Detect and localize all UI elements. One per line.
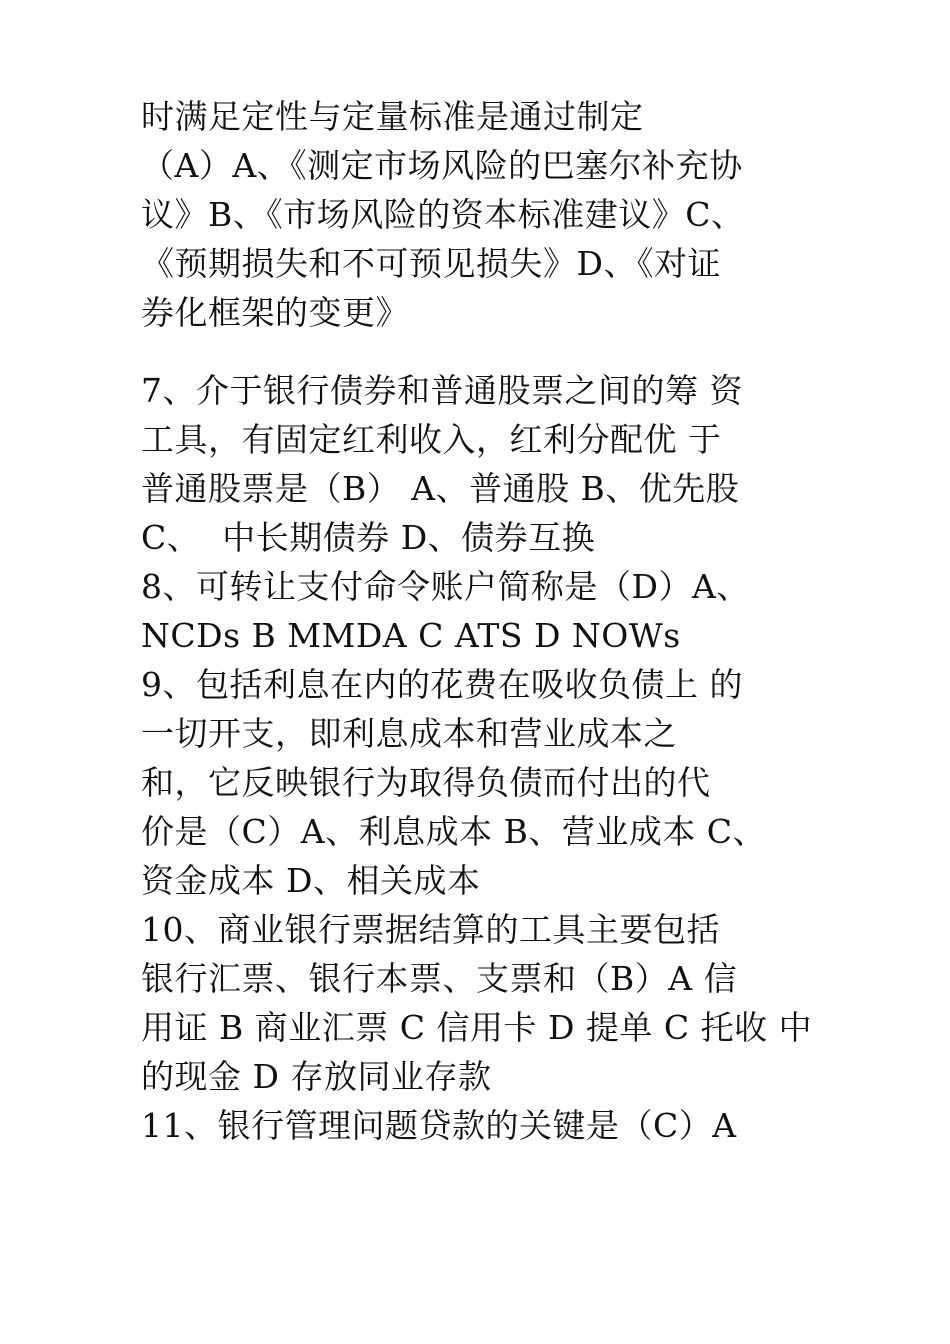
question-9-line: 9、包括利息在内的花费在吸收负债上 的 [141,665,743,704]
question-10-line: 用证 B 商业汇票 C 信用卡 D 提单 C 托收 中 [141,1008,813,1047]
question-9-line: 和，它反映银行为取得负债而付出的代 [141,763,711,802]
question-10-line: 的现金 D 存放同业存款 [141,1057,492,1096]
question-8-line: NCDs B MMDA C ATS D NOWs [141,616,681,655]
question-6-continuation [141,92,831,337]
question-10-line: 银行汇票、银行本票、支票和（B）A 信 [141,959,738,998]
text-line: 时满足定性与定量标准是通过制定 [141,97,644,136]
questions-7-to-11 [141,366,831,1150]
question-9-line: 资金成本 D、相关成本 [141,861,481,900]
question-10-line: 10、商业银行票据结算的工具主要包括 [141,910,720,949]
question-8-line: 8、可转让支付命令账户简称是（D）A、 [141,567,750,606]
text-line: （A）A、《测定市场风险的巴塞尔补充协 [141,146,743,185]
question-9-line: 一切开支，即利息成本和营业成本之 [141,714,677,753]
question-11-line: 11、银行管理问题贷款的关键是（C）A [141,1106,737,1145]
text-line: 议》B、《市场风险的资本标准建议》C、 [141,195,745,234]
text-line: 券化框架的变更》 [141,293,409,332]
question-7-line: 工具，有固定红利收入，红利分配优 于 [141,420,722,459]
question-7-line: C、 中长期债券 D、债券互换 [141,518,596,557]
text-line: 《预期损失和不可预见损失》D、《对证 [141,244,721,283]
question-7-line: 7、介于银行债券和普通股票之间的筹 资 [141,371,743,410]
question-9-line: 价是（C）A、利息成本 B、营业成本 C、 [141,812,767,851]
question-7-line: 普通股票是（B） A、普通股 B、优先股 [141,469,740,508]
